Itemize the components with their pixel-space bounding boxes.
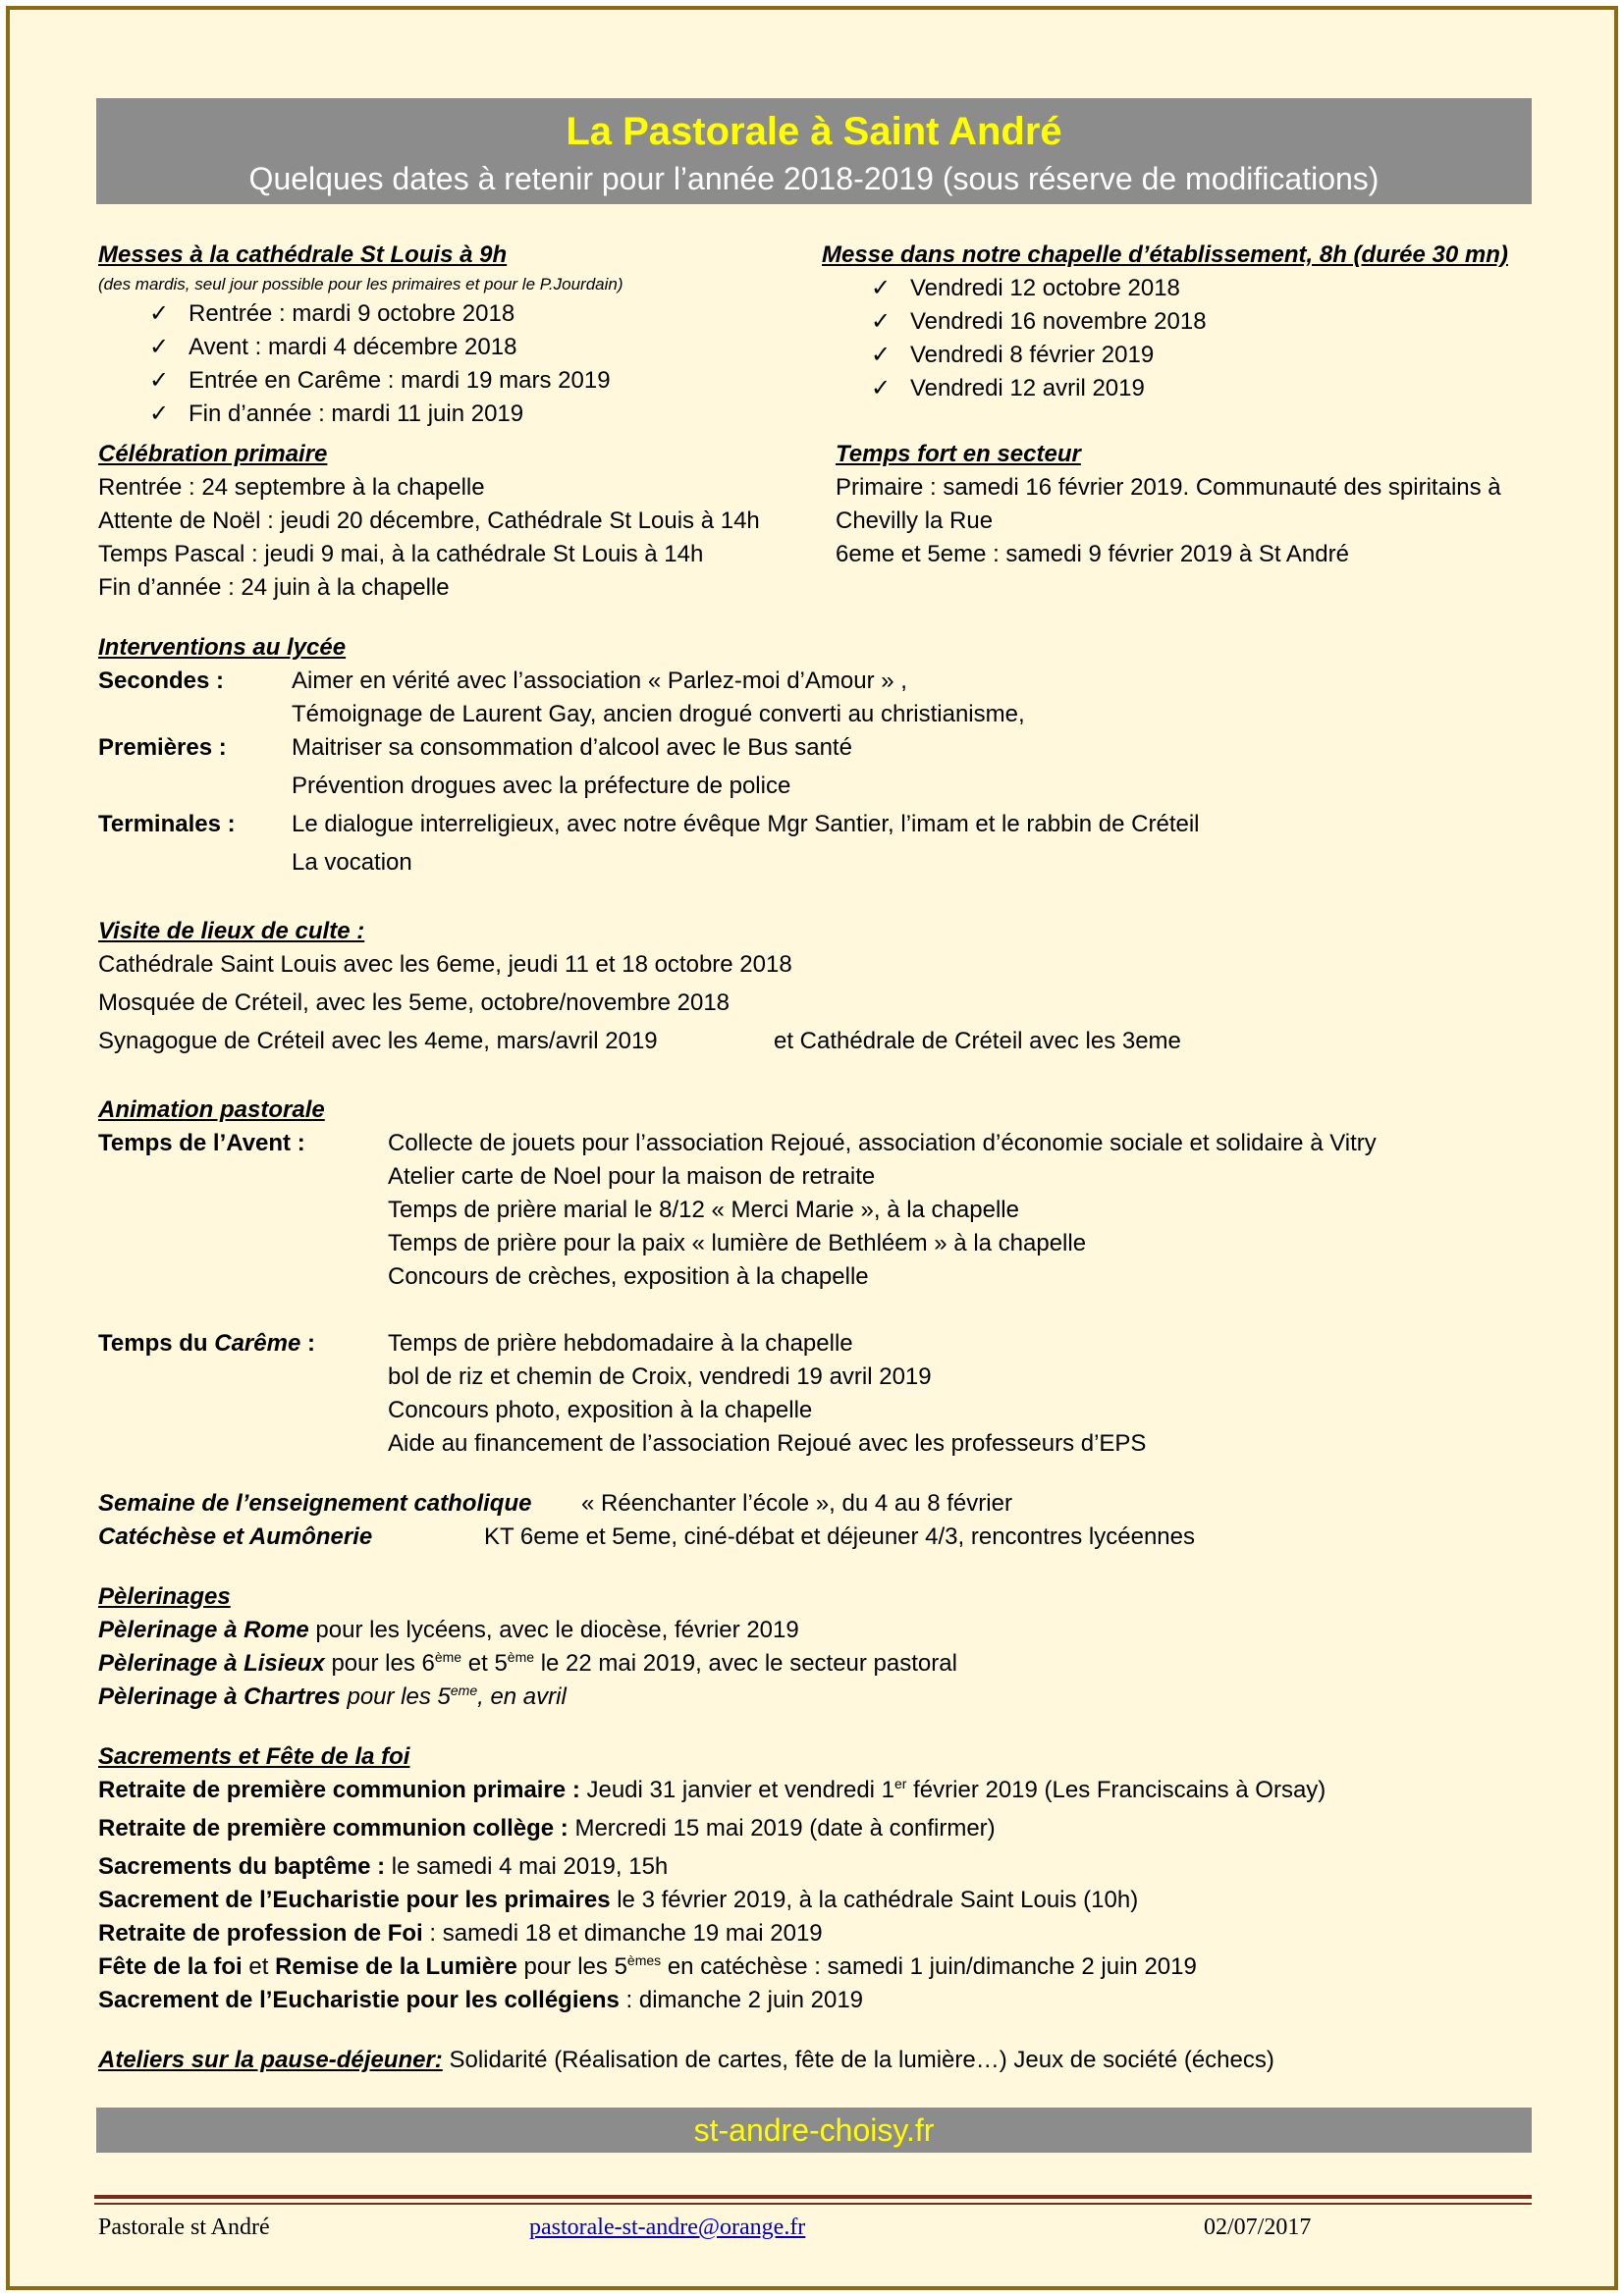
intervention-line: Aimer en vérité avec l’association « Parlez-moi d’Amour » , — [292, 667, 907, 694]
secteur-line: Primaire : samedi 16 février 2019. Communauté des spiritains à — [836, 474, 1501, 501]
messes-note: (des mardis, seul jour possible pour les primaires et pour le P.Jourdain) — [98, 275, 623, 294]
terminales-label: Terminales : — [98, 811, 236, 837]
ateliers-label: Ateliers sur la pause-déjeuner: — [98, 2047, 443, 2073]
messes-item: ✓ Fin d’année : mardi 11 juin 2019 — [149, 398, 523, 431]
interventions-heading: Interventions au lycée — [98, 634, 347, 661]
secteur-line: Chevilly la Rue — [836, 507, 994, 534]
title-banner — [96, 98, 1532, 204]
chapelle-item: ✓ Vendredi 12 avril 2019 — [871, 372, 1145, 405]
semaine-text: « Réenchanter l’école », du 4 au 8 février — [581, 1490, 1012, 1517]
check-icon: ✓ — [149, 300, 170, 327]
messes-item: ✓ Rentrée : mardi 9 octobre 2018 — [149, 297, 514, 331]
careme-line: bol de riz et chemin de Croix, vendredi 19 avril 2019 — [388, 1363, 932, 1390]
kt-label: Catéchèse et Aumônerie — [98, 1523, 373, 1550]
avent-line: Concours de crèches, exposition à la chapelle — [388, 1263, 869, 1290]
secteur-line: 6eme et 5eme : samedi 9 février 2019 à St André — [836, 541, 1349, 567]
pelerinage-lisieux: Pèlerinage à Lisieux pour les 6ème et 5ème le 22 mai 2019, avec le secteur pastoral — [98, 1649, 957, 1677]
celebration-line: Attente de Noël : jeudi 20 décembre, Cathédrale St Louis à 14h — [98, 507, 760, 534]
chapelle-item: ✓ Vendredi 8 février 2019 — [871, 339, 1154, 372]
visite-extra: et Cathédrale de Créteil avec les 3eme — [774, 1028, 1181, 1054]
visite-line: Cathédrale Saint Louis avec les 6eme, jeudi 11 et 18 octobre 2018 — [98, 951, 792, 978]
footer-email-link[interactable] — [529, 2213, 805, 2242]
page-subtitle: Quelques dates à retenir pour l’année 2018-2019 (sous réserve de modifications) — [248, 161, 1380, 196]
celebration-line: Temps Pascal : jeudi 9 mai, à la cathédrale St Louis à 14h — [98, 541, 704, 567]
check-icon: ✓ — [871, 342, 892, 368]
footer-divider — [94, 2203, 1532, 2205]
visite-line: Mosquée de Créteil, avec les 5eme, octobre/novembre 2018 — [98, 989, 731, 1016]
avent-line: Temps de prière pour la paix « lumière de Bethléem » à la chapelle — [388, 1230, 1087, 1256]
sacrements-heading: Sacrements et Fête de la foi — [98, 1743, 410, 1770]
check-icon: ✓ — [871, 308, 892, 335]
intervention-line: Témoignage de Laurent Gay, ancien drogué converti au christianisme, — [292, 701, 1025, 727]
avent-line: Atelier carte de Noel pour la maison de retraite — [388, 1163, 876, 1190]
sacrement-line: Retraite de première communion collège : Mercredi 15 mai 2019 (date à confirmer) — [98, 1815, 996, 1842]
sacrement-line: Retraite de première communion primaire : Jeudi 31 janvier et vendredi 1er février 2019 (Les Franciscains à Orsay) — [98, 1776, 1326, 1803]
ateliers-line: Ateliers sur la pause-déjeuner: Solidarité (Réalisation de cartes, fête de la lumière…) Jeux de société (échecs) — [98, 2047, 1274, 2073]
intervention-line: Le dialogue interreligieux, avec notre évêque Mgr Santier, l’imam et le rabbin de Créteil — [292, 811, 1200, 837]
pelerinage-rome: Pèlerinage à Rome pour les lycéens, avec le diocèse, février 2019 — [98, 1617, 799, 1643]
intervention-line: Maitriser sa consommation d’alcool avec le Bus santé — [292, 734, 852, 761]
animation-heading: Animation pastorale — [98, 1096, 325, 1123]
messes-item: ✓ Entrée en Carême : mardi 19 mars 2019 — [149, 364, 611, 398]
careme-label: Temps du Carême : — [98, 1330, 315, 1357]
sacrement-line: Fête de la foi et Remise de la Lumière pour les 5èmes en catéchèse : samedi 1 juin/dimanche 2 juin 2019 — [98, 1952, 1197, 1980]
intervention-line: La vocation — [292, 849, 412, 876]
secteur-heading: Temps fort en secteur — [836, 441, 1081, 467]
secondes-label: Secondes : — [98, 667, 225, 694]
sacrement-line: Sacrements du baptême : le samedi 4 mai 2019, 15h — [98, 1853, 669, 1880]
footer-divider — [94, 2195, 1532, 2199]
footer-date: 02/07/2017 — [1204, 2215, 1312, 2240]
page-title: La Pastorale à Saint André — [566, 110, 1062, 153]
site-banner: st-andre-choisy.fr — [96, 2108, 1532, 2153]
kt-text: KT 6eme et 5eme, ciné-débat et déjeuner 4/3, rencontres lycéennes — [484, 1523, 1195, 1550]
chapelle-item: ✓ Vendredi 12 octobre 2018 — [871, 272, 1180, 305]
careme-line: Aide au financement de l’association Rejoué avec les professeurs d’EPS — [388, 1430, 1147, 1457]
check-icon: ✓ — [149, 400, 170, 427]
check-icon: ✓ — [871, 275, 892, 301]
pelerinage-chartres: Pèlerinage à Chartres pour les 5eme, en avril — [98, 1682, 567, 1710]
check-icon: ✓ — [149, 367, 170, 394]
celebration-line: Rentrée : 24 septembre à la chapelle — [98, 474, 485, 501]
visite-heading: Visite de lieux de culte : — [98, 918, 365, 944]
messes-item: ✓ Avent : mardi 4 décembre 2018 — [149, 331, 516, 364]
visite-line: Synagogue de Créteil avec les 4eme, mars/avril 2019 — [98, 1028, 658, 1054]
premieres-label: Premières : — [98, 734, 227, 761]
chapelle-heading: Messe dans notre chapelle d’établissement, 8h (durée 30 mn) — [822, 241, 1508, 268]
celebration-line: Fin d’année : 24 juin à la chapelle — [98, 574, 450, 601]
messes-heading: Messes à la cathédrale St Louis à 9h — [98, 241, 508, 268]
chapelle-item: ✓ Vendredi 16 novembre 2018 — [871, 305, 1207, 339]
intervention-line: Prévention drogues avec la préfecture de police — [292, 773, 791, 799]
careme-line: Temps de prière hebdomadaire à la chapelle — [388, 1330, 853, 1357]
celebration-heading: Célébration primaire — [98, 441, 328, 467]
check-icon: ✓ — [871, 375, 892, 401]
sacrement-line: Sacrement de l’Eucharistie pour les collégiens : dimanche 2 juin 2019 — [98, 1987, 864, 2013]
avent-label: Temps de l’Avent : — [98, 1130, 305, 1156]
pelerinages-heading: Pèlerinages — [98, 1583, 231, 1610]
sacrement-line: Sacrement de l’Eucharistie pour les primaires le 3 février 2019, à la cathédrale Saint Louis (10h) — [98, 1887, 1139, 1913]
avent-line: Temps de prière marial le 8/12 « Merci Marie », à la chapelle — [388, 1197, 1019, 1223]
email-link[interactable]: pastorale-st-andre@orange.fr — [529, 2215, 806, 2240]
footer-left: Pastorale st André — [98, 2215, 270, 2240]
sacrement-line: Retraite de profession de Foi : samedi 18 et dimanche 19 mai 2019 — [98, 1920, 823, 1947]
careme-line: Concours photo, exposition à la chapelle — [388, 1397, 813, 1423]
avent-line: Collecte de jouets pour l’association Rejoué, association d’économie sociale et solidaire à Vitry — [388, 1130, 1377, 1156]
semaine-label: Semaine de l’enseignement catholique — [98, 1490, 532, 1517]
check-icon: ✓ — [149, 334, 170, 360]
